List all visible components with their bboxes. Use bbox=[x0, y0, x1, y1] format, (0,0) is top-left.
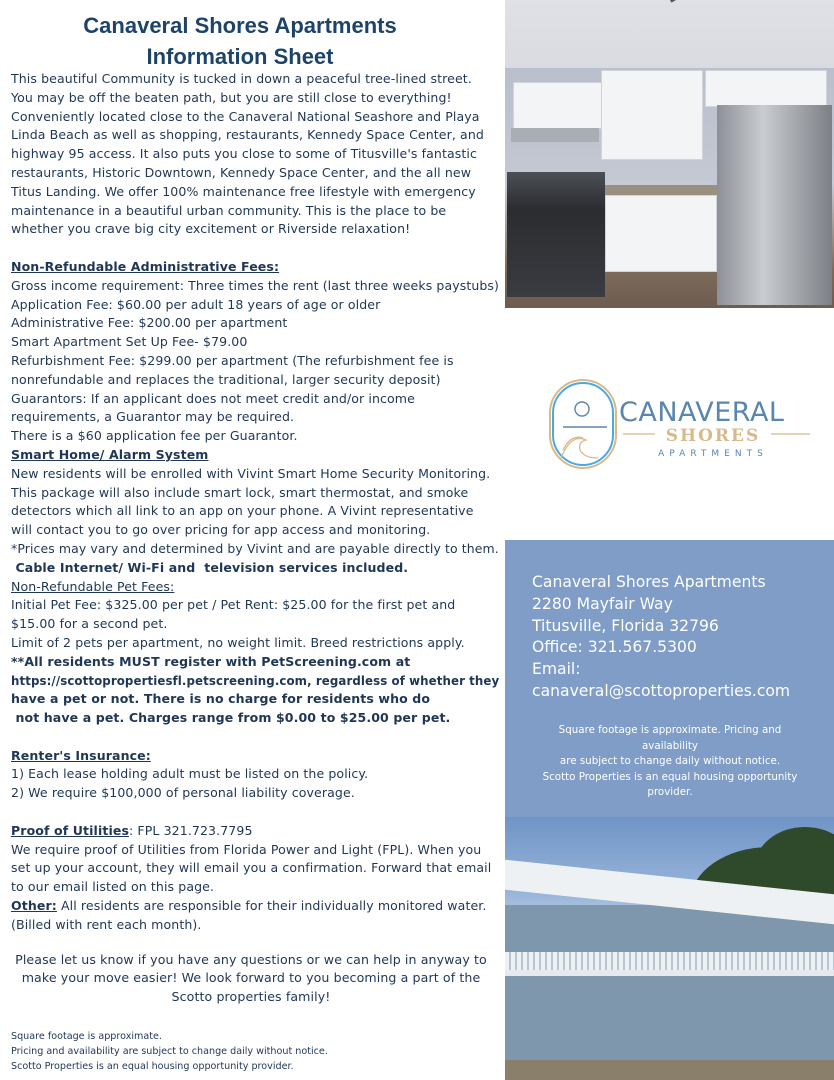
other-label: Other: bbox=[11, 898, 57, 914]
email-link[interactable]: canaveral@scottoproperties.com bbox=[532, 681, 791, 700]
utilities-heading: Proof of Utilities bbox=[11, 822, 130, 838]
text-line: are subject to change daily without notice. bbox=[559, 755, 781, 767]
text-line: maintenance in a beautiful urban community. This is the place to be bbox=[11, 202, 447, 218]
text-line: $15.00 for a second pet. bbox=[11, 616, 168, 632]
text-line: New residents will be enrolled with Vivint Smart Home Security Monitoring. bbox=[11, 465, 491, 481]
smart-home-heading: Smart Home/ Alarm System bbox=[11, 446, 209, 462]
text-line: nonrefundable and replaces the traditional, larger security deposit) bbox=[11, 371, 441, 387]
text-line: *Prices may vary and determined by Vivint and are payable directly to them. bbox=[11, 540, 499, 556]
text-line: availability bbox=[642, 739, 698, 752]
other-text-cont bbox=[11, 916, 501, 935]
text-line: provider. bbox=[647, 786, 693, 798]
contact-panel bbox=[505, 540, 834, 817]
info-body bbox=[11, 70, 501, 1007]
email-label: Email: bbox=[532, 660, 581, 679]
page-title-line1: Canaveral Shores Apartments bbox=[83, 13, 397, 38]
utilities-heading-line bbox=[11, 822, 499, 841]
text-line: 1) Each lease holding adult must be listed on the policy. bbox=[11, 766, 369, 782]
text-line: set up your account, they will email you a confirmation. Forward that email bbox=[11, 860, 492, 876]
text-line: Gross income requirement: Three times the rent (last three weeks paystubs) bbox=[11, 277, 500, 293]
text-line: Pricing and availability are subject to change daily without notice. bbox=[11, 1046, 328, 1057]
other-text: All residents are responsible for their individually monitored water. bbox=[56, 898, 487, 914]
logo-word-apartments: APARTMENTS bbox=[658, 449, 768, 459]
text-line: **All residents MUST register with PetScreening.com at bbox=[11, 653, 411, 669]
insurance-heading: Renter's Insurance: bbox=[11, 747, 151, 763]
text-line: highway 95 access. It also puts you close to some of Titusville's fantastic bbox=[11, 146, 477, 162]
text-line: Limit of 2 pets per apartment, no weight limit. Breed restrictions apply. bbox=[11, 634, 465, 650]
kitchen-photo bbox=[505, 0, 834, 308]
text-line: Initial Pet Fee: $325.00 per pet / Pet Rent: $25.00 for the first pet and bbox=[11, 597, 456, 613]
text-line: have a pet or not. There is no charge for residents who do bbox=[11, 691, 431, 707]
closing-message bbox=[11, 951, 501, 1007]
text-line: https://scottopropertiesfl.petscreening.com, regardless of whether they bbox=[11, 672, 500, 688]
text-line: Titus Landing. We offer 100% maintenance free lifestyle with emergency bbox=[11, 183, 476, 199]
fpl-phone: : FPL 321.723.7795 bbox=[129, 822, 253, 838]
page-title-line2: Information Sheet bbox=[146, 44, 334, 69]
text-line: You may be off the beaten path, but you are still close to everything! bbox=[11, 89, 452, 105]
text-line: Scotto properties family! bbox=[171, 989, 331, 1005]
logo-area bbox=[505, 308, 834, 540]
pet-fees-heading: Non-Refundable Pet Fees: bbox=[11, 578, 175, 594]
logo-word-shores: SHORES bbox=[665, 426, 761, 446]
text-line: Square footage is approximate. Pricing and bbox=[558, 724, 782, 736]
info-sheet-right-column bbox=[505, 0, 834, 1080]
text-line: Smart Apartment Set Up Fee- $79.00 bbox=[11, 334, 248, 350]
text-line: Please let us know if you have any questions or we can help in anyway to bbox=[15, 951, 487, 967]
canaveral-shores-logo bbox=[505, 308, 834, 540]
text-line: detectors which all link to an app on your phone. A Vivint representative bbox=[11, 503, 474, 519]
building-photo bbox=[505, 817, 834, 1080]
text-line: Scotto Properties is an equal housing opportunity bbox=[542, 770, 798, 783]
cable-internet-note: Cable Internet/ Wi-Fi and television services included. bbox=[11, 559, 409, 575]
text-line: not have a pet. Charges range from $0.00 to $25.00 per pet. bbox=[11, 710, 451, 726]
text-line: Conveniently located close to the Canaveral National Seashore and Playa bbox=[11, 108, 480, 124]
text-line: We require proof of Utilities from Florida Power and Light (FPL). When you bbox=[11, 841, 482, 857]
text-line: Scotto Properties is an equal housing opportunity provider. bbox=[11, 1061, 294, 1072]
street-address: 2280 Mayfair Way bbox=[532, 594, 673, 613]
smart-home-text bbox=[11, 465, 501, 559]
logo-word-canaveral: CANAVERAL bbox=[619, 397, 785, 428]
text-line: to our email listed on this page. bbox=[11, 879, 215, 895]
text-line: There is a $60 application fee per Guarantor. bbox=[11, 428, 298, 444]
city-state-zip: Titusville, Florida 32796 bbox=[532, 616, 719, 635]
office-phone[interactable]: Office: 321.567.5300 bbox=[532, 638, 697, 657]
text-line: Guarantors: If an applicant does not meet credit and/or income bbox=[11, 390, 415, 406]
text-line: Application Fee: $60.00 per adult 18 years of age or older bbox=[11, 296, 381, 312]
text-line: (Billed with rent each month). bbox=[11, 916, 202, 932]
insurance-text bbox=[11, 765, 501, 803]
text-line: Refurbishment Fee: $299.00 per apartment (The refurbishment fee is bbox=[11, 352, 454, 368]
panel-disclaimer bbox=[525, 723, 815, 801]
text-line: 2) We require $100,000 of personal liability coverage. bbox=[11, 785, 355, 801]
property-name: Canaveral Shores Apartments bbox=[532, 573, 766, 591]
text-line: This package will also include smart lock, smart thermostat, and smoke bbox=[11, 484, 469, 500]
contact-details bbox=[532, 572, 790, 703]
text-line: This beautiful Community is tucked in down a peaceful tree-lined street. bbox=[11, 71, 472, 86]
petscreening-notice bbox=[11, 653, 501, 728]
intro-paragraph bbox=[11, 70, 501, 239]
text-line: will contact you to go over pricing for app access and monitoring. bbox=[11, 522, 431, 538]
text-line: Linda Beach as well as shopping, restaurants, Kennedy Space Center, and bbox=[11, 127, 484, 143]
footer-disclaimer bbox=[11, 1029, 328, 1074]
text-line: make your move easier! We look forward to you becoming a part of the bbox=[21, 970, 481, 986]
admin-fees-heading: Non-Refundable Administrative Fees: bbox=[11, 258, 280, 274]
text-line: restaurants, Historic Downtown, Kennedy Space Center, and the all new bbox=[11, 164, 472, 180]
utilities-text bbox=[11, 841, 501, 897]
text-line: Administrative Fee: $200.00 per apartment bbox=[11, 315, 288, 331]
text-line: whether you crave big city excitement or Riverside relaxation! bbox=[11, 221, 411, 237]
text-line: requirements, a Guarantor may be required. bbox=[11, 409, 295, 425]
admin-fees-list bbox=[11, 277, 501, 446]
text-line: Square footage is approximate. bbox=[11, 1031, 162, 1042]
other-line bbox=[11, 897, 499, 916]
pet-fees-text bbox=[11, 596, 501, 652]
